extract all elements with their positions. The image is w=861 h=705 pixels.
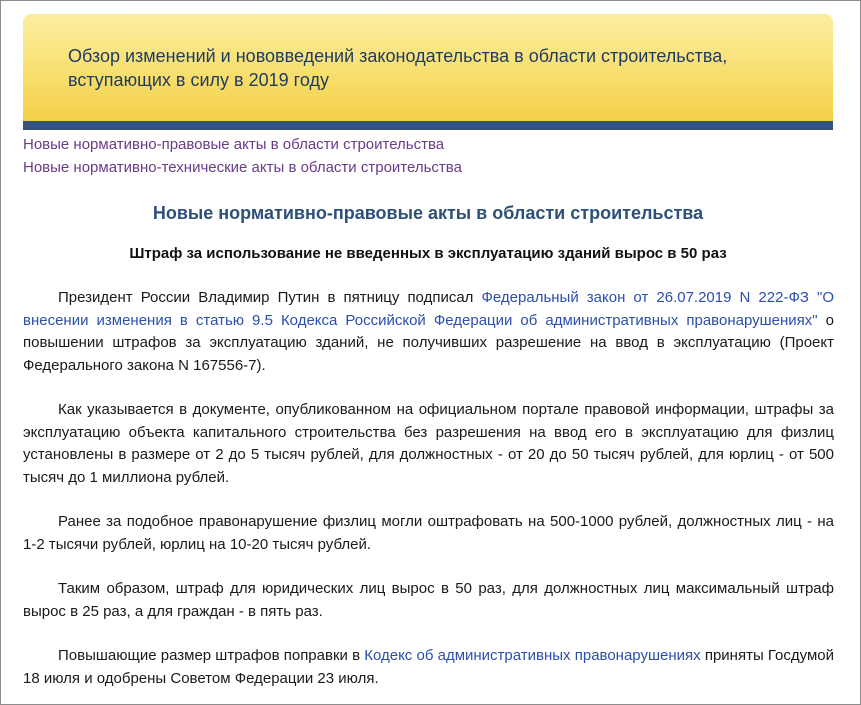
federal-law-link[interactable]: Федеральный закон от 26.07.2019 N 222-ФЗ "О внесении изменения в статью 9.5 Кодекса Российской Федерации об административных правонарушениях" [23,289,834,329]
page-title: Обзор изменений и нововведений законодательства в области строительства, вступающих в силу в 2019 году [68,46,728,90]
section-nav [23,133,833,179]
paragraph-1-text-after: о повышении штрафов за эксплуатацию зданий, не получивших разрешение на ввод в эксплуатацию (Проект Федерального закона N 167556-7). [23,311,835,374]
nav-link-legal-acts[interactable]: Новые нормативно-правовые акты в области строительства [23,136,445,153]
paragraph-1 [23,287,834,377]
paragraph-3: Ранее за подобное правонарушение физлиц могли оштрафовать на 500-1000 рублей, должностных лиц - на 1-2 тысячи рублей, юрлиц на 10-20 тысяч рублей. [23,513,834,553]
article-body [23,287,834,705]
paragraph-2: Как указывается в документе, опубликованном на официальном портале правовой информации, штрафы за эксплуатацию объекта капитального строительства без разрешения на ввод его в эксплуатацию для физлиц установлены в размере от 2 до 5 тысяч рублей, для должностных - от 20 до 50 тысяч рублей, для юрлиц - от 500 тысяч до 1 миллиона рублей. [23,401,834,486]
paragraph-5 [23,645,834,690]
paragraph-4: Таким образом, штраф для юридических лиц вырос в 50 раз, для должностных лиц максимальный штраф вырос в 25 раз, а для граждан - в пять раз. [23,580,834,620]
paragraph-5-text-before: Повышающие размер штрафов поправки в [58,647,365,664]
header-divider-bar [23,121,833,130]
article-heading: Штраф за использование не введенных в эксплуатацию зданий вырос в 50 раз [129,245,727,262]
paragraph-1-text-before: Президент России Владимир Путин в пятницу подписал [58,289,482,306]
koap-link[interactable]: Кодекс об административных правонарушениях [364,647,701,664]
nav-link-technical-acts[interactable]: Новые нормативно-технические акты в области строительства [23,159,462,176]
header-banner [23,14,833,121]
paragraph-5-text-after: приняты Госдумой 18 июля и одобрены Советом Федерации 23 июля. [23,647,834,687]
section-heading: Новые нормативно-правовые акты в области строительства [152,203,704,223]
